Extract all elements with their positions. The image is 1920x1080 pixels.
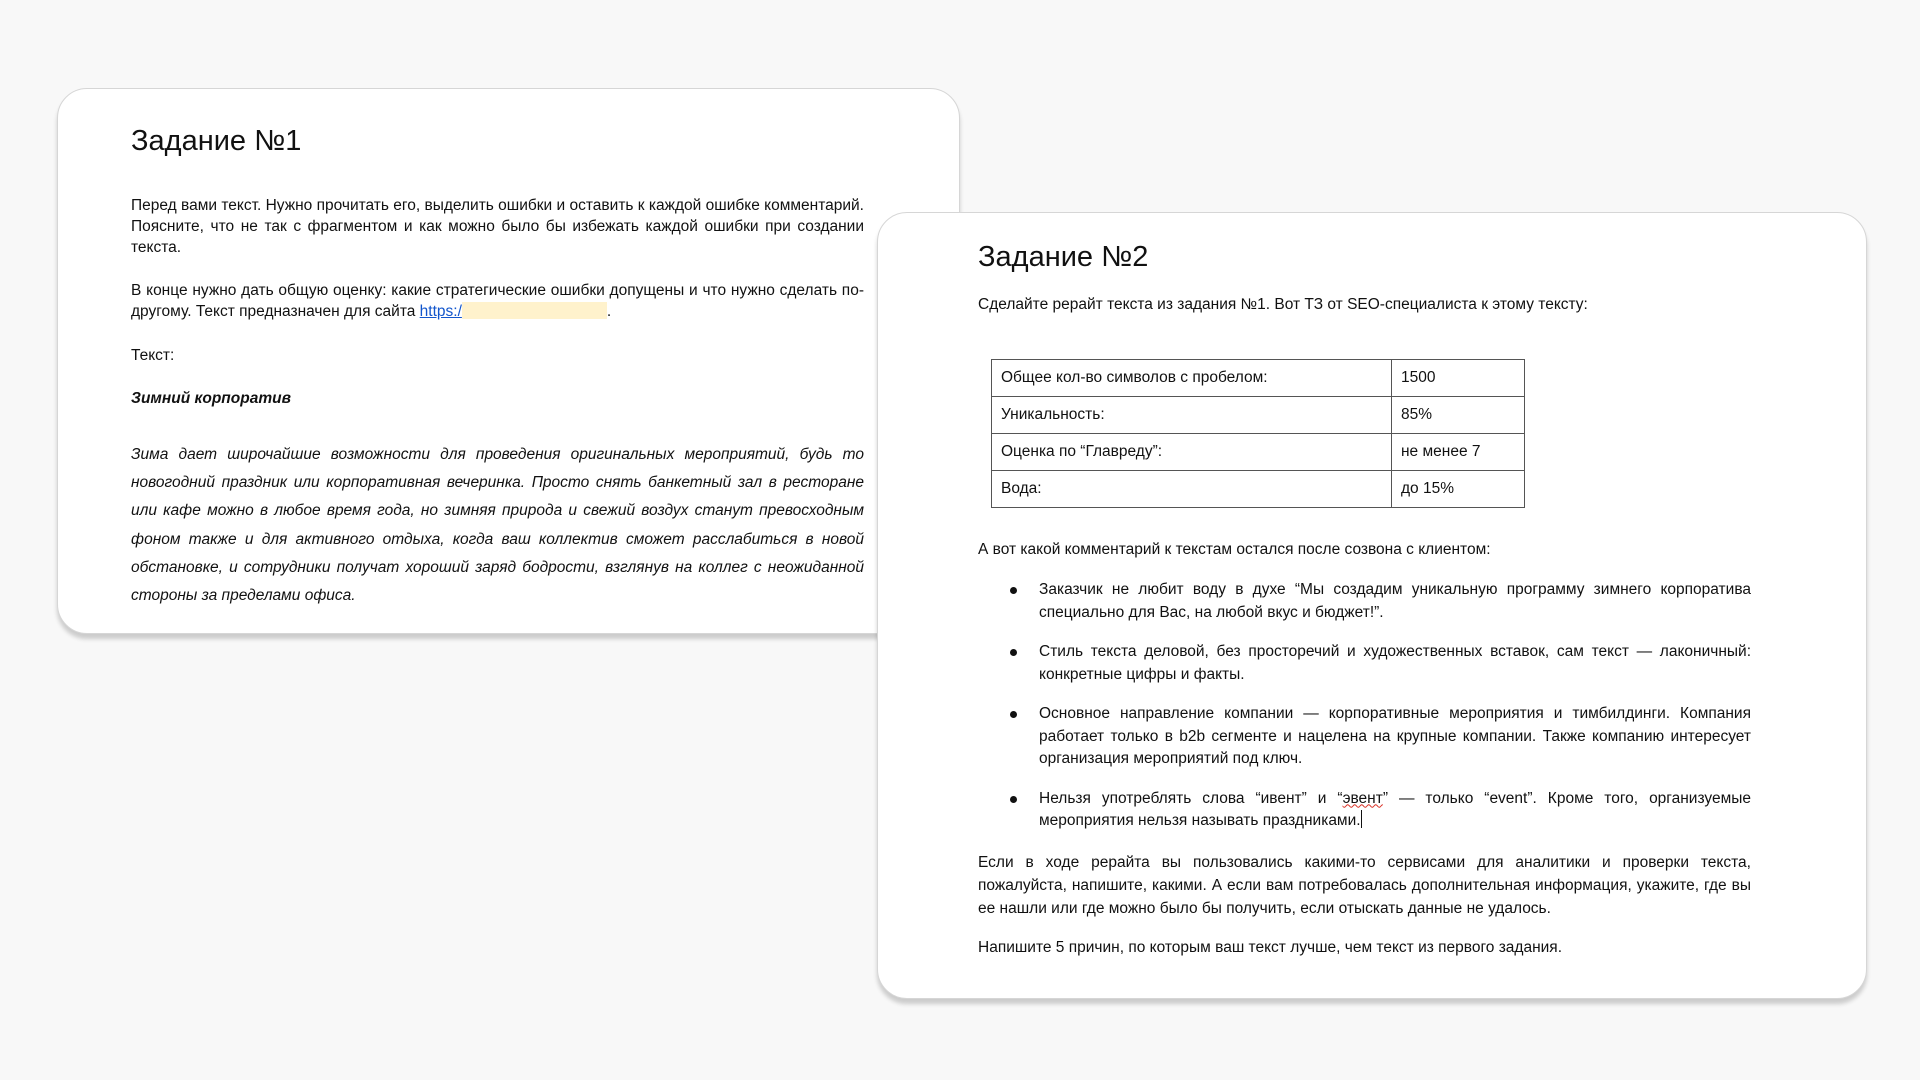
task1-title: Задание №1 [131,125,302,157]
list-item [978,641,1751,686]
requirement-key: Общее кол-во символов с пробелом: [992,360,1392,397]
list-item-text-start: Нельзя употреблять слова “ивент” и “ [1039,789,1343,807]
task1-evaluation-end: . [606,303,612,320]
list-item-text: Стиль текста деловой, без просторечий и художественных вставок, сам текст — лаконичный: конкретные цифры и факты. [1039,643,1751,683]
list-item-text: Основное направление компании — корпоративные мероприятия и тимбилдинги. Компания работает только в b2b сегменте и нацелена на крупные компании. Также компанию интересует организация мероприятий под ключ. [1039,705,1751,767]
client-comments-list [978,579,1751,850]
bullet-icon [1010,711,1017,718]
task1-document-card [57,88,960,634]
list-item-text-end: ” — только “event”. Кроме того, организуемые мероприятия нельзя называть праздниками. [1039,789,1752,829]
task1-intro: Перед вами текст. Нужно прочитать его, выделить ошибки и оставить к каждой ошибке комментарий. Поясните, что не так с фрагментом и как можно было бы избежать каждой ошибки при создании текста. [131,197,864,256]
client-comment-intro: А вот какой комментарий к текстам остался после созвона с клиентом: [978,541,1491,558]
task2-subtitle: Сделайте рерайт текста из задания №1. Вот ТЗ от SEO-специалиста к этому тексту: [978,296,1588,313]
list-item [978,579,1751,624]
requirement-value: не менее 7 [1392,434,1525,471]
requirement-value: 85% [1392,397,1525,434]
misspelled-word[interactable]: эвент [1342,789,1383,807]
table-row [992,434,1525,471]
article-body: Зима дает широчайшие возможности для проведения оригинальных мероприятий, будь то новогодний праздник или корпоративная вечеринка. Просто снять банкетный зал в ресторане или кафе можно в любое время года, но зимняя природа и свежий воздух станут превосходным фоном также и для активного отдыха, когда ваш коллектив сможет расслабиться в новой обстановке, и сотрудники получат хороший заряд бодрости, взглянув на коллег с неожиданной стороны за пределами офиса. [131,446,864,605]
requirement-value: до 15% [1392,471,1525,508]
list-item [978,703,1751,771]
article-heading: Зимний корпоратив [131,390,291,407]
table-row [992,397,1525,434]
task1-evaluation-paragraph [131,280,864,322]
bullet-icon [1010,649,1017,656]
task2-title: Задание №2 [978,241,1149,273]
table-row [992,471,1525,508]
task2-document-card [877,212,1867,999]
requirement-key: Оценка по “Главреду”: [992,434,1392,471]
list-item [978,788,1751,833]
reasons-prompt: Напишите 5 причин, по которым ваш текст лучше, чем текст из первого задания. [978,939,1563,956]
bullet-icon [1010,587,1017,594]
task1-evaluation-text: В конце нужно дать общую оценку: какие стратегические ошибки допущены и что нужно сделать по-другому. Текст предназначен для сайта [131,282,864,320]
requirement-key: Вода: [992,471,1392,508]
redacted-url-highlight [462,302,607,319]
bullet-icon [1010,796,1017,803]
task1-text-label: Текст: [131,347,175,364]
seo-requirements-table [991,359,1525,508]
requirement-key: Уникальность: [992,397,1392,434]
requirement-value: 1500 [1392,360,1525,397]
table-row [992,360,1525,397]
services-note: Если в ходе рерайта вы пользовались какими-то сервисами для аналитики и проверки текста, пожалуйста, напишите, какими. А если вам потребовалась дополнительная информация, укажите, где вы ее нашли или где можно было бы получить, если отыскать данные не удалось. [978,854,1751,917]
text-cursor [1361,810,1362,828]
site-link[interactable]: https:/ [419,303,462,320]
list-item-text: Заказчик не любит воду в духе “Мы создадим уникальную программу зимнего корпоратива специально для Вас, на любой вкус и бюджет!”. [1039,581,1751,621]
